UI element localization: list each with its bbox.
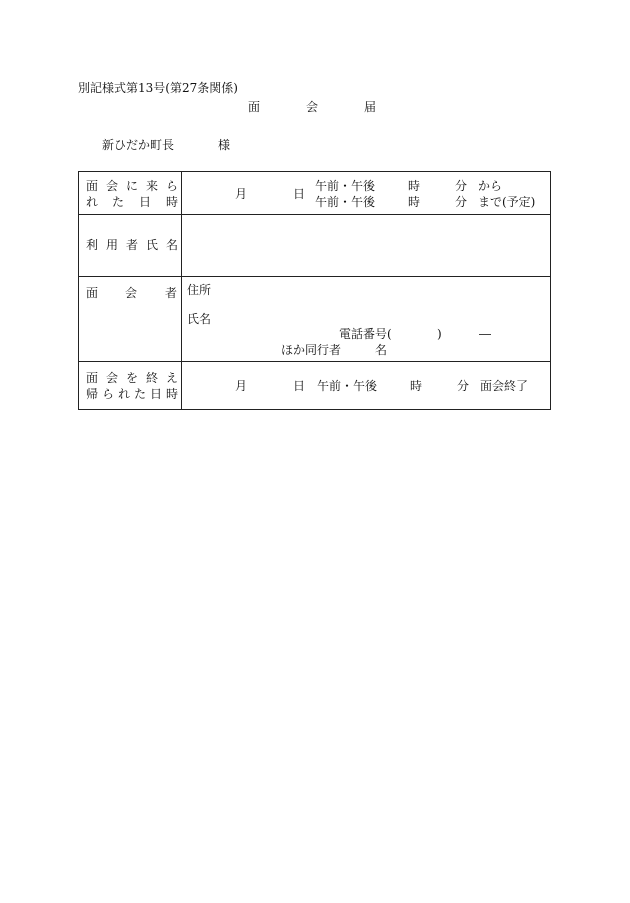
- phone-dash: ―: [479, 327, 491, 341]
- label-char: 会: [125, 286, 138, 300]
- label-char: れ: [86, 195, 99, 209]
- hour-field[interactable]: 時: [410, 379, 423, 393]
- label-char: 面: [86, 286, 99, 300]
- label-char: え: [166, 371, 179, 385]
- from-text: から: [478, 179, 503, 193]
- label-char: 日: [150, 387, 163, 401]
- user-name-field[interactable]: [183, 216, 549, 274]
- label-char: 者: [126, 238, 139, 252]
- label-char: 日: [139, 195, 152, 209]
- title-char: 面: [248, 100, 261, 114]
- name-label: 氏名: [187, 312, 212, 326]
- hour-end[interactable]: 時: [408, 195, 421, 209]
- label-char: に: [126, 179, 139, 193]
- label-char: 会: [106, 179, 119, 193]
- hour-start[interactable]: 時: [408, 179, 421, 193]
- label-char: 用: [106, 238, 119, 252]
- label-char: を: [126, 371, 139, 385]
- label-char: 名: [166, 238, 179, 252]
- label-char: ら: [166, 179, 179, 193]
- ampm-end[interactable]: 午前・午後: [315, 195, 376, 209]
- label-char: 面: [86, 371, 99, 385]
- phone-label: 電話番号(: [339, 327, 392, 341]
- label-char: 会: [106, 371, 119, 385]
- form-number: 別記様式第13号(第27条関係): [78, 81, 238, 95]
- day-field[interactable]: 日: [293, 187, 306, 201]
- title-char: 届: [364, 100, 377, 114]
- ampm-start[interactable]: 午前・午後: [315, 179, 376, 193]
- month-field[interactable]: 月: [235, 379, 248, 393]
- companions-label: ほか同行者: [281, 343, 342, 357]
- row-divider: [79, 361, 550, 362]
- label-char: れ: [118, 387, 131, 401]
- row-divider: [79, 276, 550, 277]
- end-text: 面会終了: [480, 379, 529, 393]
- day-field[interactable]: 日: [293, 379, 306, 393]
- until-text: まで(予定): [478, 195, 536, 209]
- label-char: 終: [146, 371, 159, 385]
- label-char: た: [134, 387, 147, 401]
- label-char: 来: [146, 179, 159, 193]
- addressee-honorific: 様: [218, 138, 231, 152]
- minute-field[interactable]: 分: [457, 379, 470, 393]
- label-char: ら: [102, 387, 115, 401]
- column-divider: [181, 172, 182, 409]
- address-label: 住所: [187, 283, 212, 297]
- label-char: 時: [166, 195, 179, 209]
- row-divider: [79, 214, 550, 215]
- phone-close-paren: ): [437, 327, 442, 341]
- label-char: 面: [86, 179, 99, 193]
- title-char: 会: [306, 100, 319, 114]
- label-char: 時: [166, 387, 179, 401]
- addressee-name: 新ひだか町長: [102, 138, 175, 152]
- minute-end[interactable]: 分: [455, 195, 468, 209]
- companions-unit: 名: [375, 343, 388, 357]
- application-form-table: [78, 171, 551, 410]
- label-char: 利: [86, 238, 99, 252]
- label-char: た: [112, 195, 125, 209]
- label-char: 者: [165, 286, 178, 300]
- label-char: 氏: [146, 238, 159, 252]
- month-field[interactable]: 月: [235, 187, 248, 201]
- label-char: 帰: [86, 387, 99, 401]
- ampm-field[interactable]: 午前・午後: [317, 379, 378, 393]
- minute-start[interactable]: 分: [455, 179, 468, 193]
